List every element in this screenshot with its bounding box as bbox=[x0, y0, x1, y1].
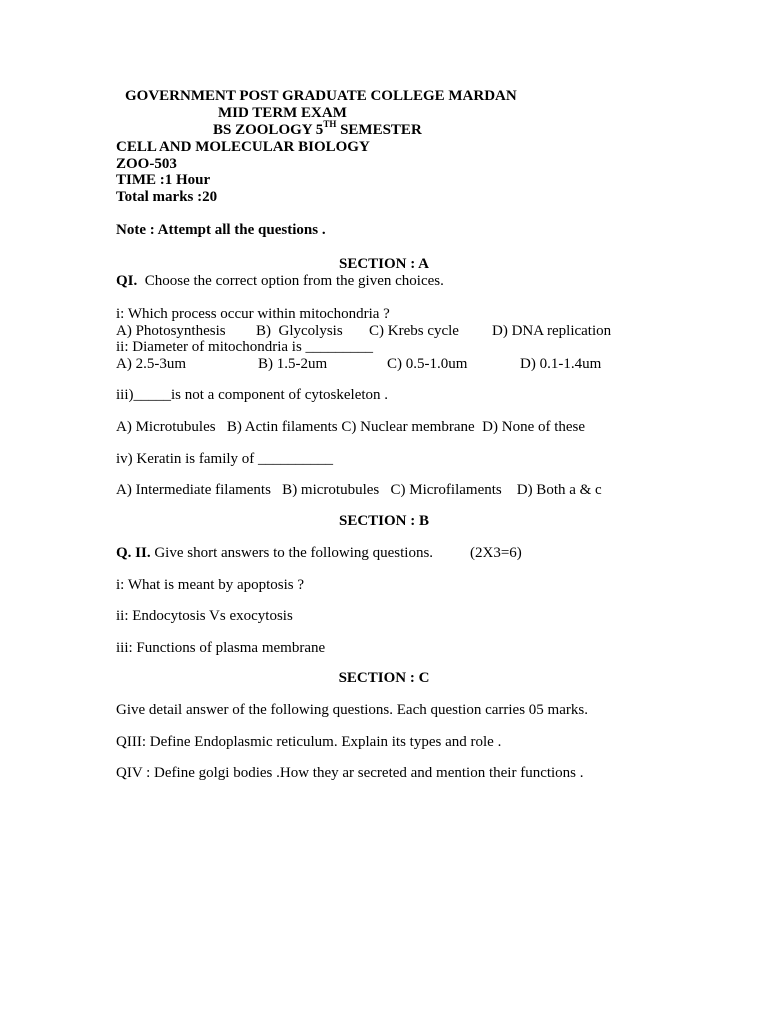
mcq-2-option-a: A) 2.5-3um bbox=[116, 356, 186, 372]
section-b-question bbox=[116, 545, 433, 562]
qii-marks: (2X3=6) bbox=[470, 545, 522, 561]
long-question-4: QIV : Define golgi bodies .How they ar secreted and mention their functions . bbox=[116, 765, 584, 781]
mcq-3-question: iii)_____is not a component of cytoskeleton . bbox=[116, 387, 389, 403]
section-a-title: SECTION : A bbox=[338, 256, 430, 272]
college-name: GOVERNMENT POST GRADUATE COLLEGE MARDAN bbox=[125, 88, 517, 104]
section-a-question bbox=[116, 273, 444, 290]
short-question-1: i: What is meant by apoptosis ? bbox=[116, 577, 305, 593]
section-b-title: SECTION : B bbox=[338, 513, 430, 529]
qii-text: Give short answers to the following questions. bbox=[150, 545, 434, 561]
section-c-intro: Give detail answer of the following questions. Each question carries 05 marks. bbox=[116, 702, 588, 718]
mcq-3-options: A) Microtubules B) Actin filaments C) Nuclear membrane D) None of these bbox=[116, 419, 586, 435]
mcq-4-question: iv) Keratin is family of __________ bbox=[116, 451, 334, 467]
exam-time: TIME :1 Hour bbox=[116, 172, 211, 188]
program-line bbox=[213, 119, 422, 139]
qii-label: Q. II. bbox=[116, 545, 151, 561]
short-question-3: iii: Functions of plasma membrane bbox=[116, 640, 326, 656]
mcq-1-option-b: B) Glycolysis bbox=[256, 323, 343, 339]
program-suffix: SEMESTER bbox=[336, 122, 422, 138]
program-prefix: BS ZOOLOGY 5 bbox=[213, 122, 324, 138]
course-code: ZOO-503 bbox=[116, 156, 177, 172]
mcq-2-option-c: C) 0.5-1.0um bbox=[387, 356, 468, 372]
exam-title: MID TERM EXAM bbox=[218, 105, 347, 121]
program-superscript: TH bbox=[323, 119, 337, 129]
mcq-4-options: A) Intermediate filaments B) microtubules C) Microfilaments D) Both a & c bbox=[116, 482, 602, 498]
short-question-2: ii: Endocytosis Vs exocytosis bbox=[116, 608, 293, 624]
long-question-3: QIII: Define Endoplasmic reticulum. Explain its types and role . bbox=[116, 734, 502, 750]
mcq-2-option-d: D) 0.1-1.4um bbox=[520, 356, 602, 372]
mcq-1-option-c: C) Krebs cycle bbox=[369, 323, 459, 339]
mcq-2-option-b: B) 1.5-2um bbox=[258, 356, 328, 372]
total-marks: Total marks :20 bbox=[116, 189, 218, 205]
mcq-1-question: i: Which process occur within mitochondria ? bbox=[116, 306, 390, 322]
note: Note : Attempt all the questions . bbox=[116, 222, 326, 238]
mcq-1-option-a: A) Photosynthesis bbox=[116, 323, 226, 339]
qi-label: QI. bbox=[116, 273, 138, 289]
course-title: CELL AND MOLECULAR BIOLOGY bbox=[116, 139, 370, 155]
mcq-1-option-d: D) DNA replication bbox=[492, 323, 612, 339]
qi-text: Choose the correct option from the given choices. bbox=[137, 273, 444, 289]
section-c-title: SECTION : C bbox=[338, 670, 430, 686]
mcq-2-question: ii: Diameter of mitochondria is _________ bbox=[116, 339, 374, 355]
